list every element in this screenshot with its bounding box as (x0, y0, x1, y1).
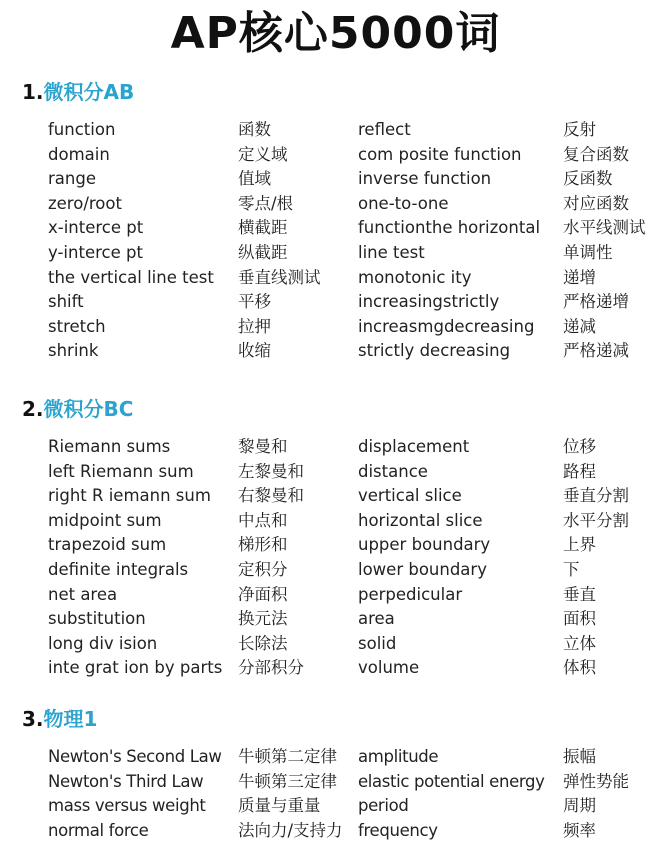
term-english: left Riemann sum (48, 461, 194, 481)
term-chinese: 路程 (563, 461, 596, 481)
term-chinese: 反射 (563, 120, 596, 139)
term-english: Newton's Third Law (48, 771, 204, 791)
term-chinese: 牛顿第三定律 (238, 771, 337, 791)
section-name: 微积分AB (43, 80, 135, 104)
term-chinese: 弹性势能 (563, 771, 629, 791)
vocab-list-physics-1 (0, 745, 671, 843)
vocab-row (0, 770, 671, 795)
term-chinese: 位移 (563, 437, 596, 456)
term-chinese: 牛顿第二定律 (238, 747, 337, 766)
term-english: function (48, 120, 116, 139)
term-chinese: 垂直 (563, 584, 596, 604)
term-english: stretch (48, 316, 106, 336)
term-chinese: 立体 (563, 633, 596, 653)
term-english: shrink (48, 341, 99, 361)
vocab-row (0, 460, 671, 485)
term-english: shift (48, 292, 84, 312)
page-title: AP核心5000词 (170, 8, 501, 59)
term-chinese: 长除法 (238, 633, 288, 653)
term-chinese: 函数 (238, 120, 271, 139)
vocab-row (0, 266, 671, 291)
term-chinese: 拉押 (238, 316, 271, 336)
term-english: inverse function (358, 169, 492, 189)
section-heading-calculus-bc (22, 396, 133, 422)
vocab-row (0, 794, 671, 819)
section-number: 2. (22, 397, 44, 421)
term-english: right R iemann sum (48, 486, 211, 506)
term-english: y-interce pt (48, 242, 143, 262)
term-english: normal force (48, 820, 149, 840)
term-english: definite integrals (48, 559, 189, 579)
section-number: 1. (22, 80, 44, 104)
term-chinese: 右黎曼和 (238, 486, 304, 506)
term-chinese: 定义域 (238, 144, 288, 164)
term-english: range (48, 169, 96, 189)
term-english: upper boundary (358, 535, 491, 555)
term-chinese: 零点/根 (238, 193, 294, 213)
term-chinese: 复合函数 (563, 144, 629, 164)
term-chinese: 递减 (563, 316, 596, 336)
vocab-list-calculus-ab (0, 118, 671, 364)
term-chinese: 质量与重量 (238, 796, 321, 816)
section-name: 微积分BC (43, 397, 134, 421)
term-chinese: 垂直线测试 (238, 267, 321, 287)
vocab-row (0, 632, 671, 657)
term-chinese: 水平分割 (563, 510, 629, 530)
term-chinese: 收缩 (238, 341, 271, 361)
section-number: 3. (22, 707, 44, 731)
term-chinese: 值域 (238, 169, 271, 189)
vocab-row (0, 339, 671, 364)
vocab-row (0, 583, 671, 608)
term-english: trapezoid sum (48, 535, 167, 555)
term-english: vertical slice (358, 486, 462, 506)
vocab-row (0, 484, 671, 509)
term-chinese: 分部积分 (238, 658, 304, 678)
term-chinese: 反函数 (563, 169, 613, 189)
term-english: midpoint sum (48, 510, 162, 530)
term-chinese: 上界 (563, 535, 596, 555)
term-english: increasmgdecreasing (358, 316, 535, 336)
term-chinese: 水平线测试 (563, 218, 646, 238)
term-english: lower boundary (358, 559, 487, 579)
term-chinese: 递增 (563, 267, 596, 287)
term-chinese: 纵截距 (238, 242, 288, 262)
vocab-row (0, 745, 671, 770)
term-chinese: 严格递减 (563, 341, 629, 361)
term-chinese: 平移 (238, 292, 271, 312)
term-english: frequency (358, 820, 438, 840)
term-chinese: 净面积 (238, 584, 288, 604)
term-english: elastic potential energy (358, 771, 545, 791)
vocab-row (0, 435, 671, 460)
vocab-row (0, 509, 671, 534)
term-english: x-interce pt (48, 218, 144, 238)
term-english: Newton's Second Law (48, 747, 222, 766)
term-chinese: 梯形和 (238, 535, 288, 555)
term-chinese: 严格递增 (563, 292, 629, 312)
term-english: zero/root (48, 193, 122, 213)
term-chinese: 周期 (563, 796, 596, 816)
term-english: period (358, 796, 409, 816)
term-chinese: 垂直分割 (563, 486, 629, 506)
vocab-row (0, 118, 671, 143)
term-english: amplitude (358, 747, 439, 766)
term-english: perpedicular (358, 584, 463, 604)
vocab-row (0, 192, 671, 217)
vocab-row (0, 241, 671, 266)
vocab-row (0, 167, 671, 192)
term-chinese: 单调性 (563, 242, 613, 262)
term-english: distance (358, 461, 428, 481)
term-chinese: 左黎曼和 (238, 461, 304, 481)
section-heading-calculus-ab (22, 79, 134, 105)
term-english: functionthe horizontal (358, 218, 541, 238)
vocab-row (0, 290, 671, 315)
term-english: reflect (358, 120, 411, 139)
term-chinese: 法向力/支持力 (238, 820, 343, 840)
term-english: strictly decreasing (358, 341, 511, 361)
term-english: area (358, 609, 395, 629)
term-english: domain (48, 144, 110, 164)
term-english: increasingstrictly (358, 292, 500, 312)
vocab-row (0, 607, 671, 632)
vocab-row (0, 558, 671, 583)
term-english: mass versus weight (48, 796, 206, 816)
term-chinese: 对应函数 (563, 193, 629, 213)
term-english: monotonic ity (358, 267, 472, 287)
term-chinese: 下 (563, 559, 580, 579)
term-english: long div ision (48, 633, 158, 653)
term-english: one-to-one (358, 193, 449, 213)
vocab-list-calculus-bc (0, 435, 671, 681)
term-english: line test (358, 242, 425, 262)
vocab-row (0, 143, 671, 168)
term-chinese: 黎曼和 (238, 437, 288, 456)
term-english: volume (358, 658, 420, 678)
vocab-row (0, 819, 671, 843)
term-chinese: 定积分 (238, 559, 288, 579)
vocab-row (0, 216, 671, 241)
term-english: horizontal slice (358, 510, 483, 530)
term-english: inte grat ion by parts (48, 658, 223, 678)
term-chinese: 振幅 (563, 747, 596, 766)
term-chinese: 体积 (563, 658, 596, 678)
term-chinese: 换元法 (238, 609, 288, 629)
term-chinese: 中点和 (238, 510, 288, 530)
term-chinese: 面积 (563, 609, 596, 629)
vocab-row (0, 533, 671, 558)
term-english: com posite function (358, 144, 522, 164)
term-english: the vertical line test (48, 267, 214, 287)
term-english: displacement (358, 437, 470, 456)
term-english: solid (358, 633, 397, 653)
vocab-row (0, 656, 671, 681)
vocab-row (0, 315, 671, 340)
term-english: Riemann sums (48, 437, 171, 456)
term-chinese: 横截距 (238, 218, 288, 238)
section-heading-physics-1 (22, 706, 97, 732)
section-name: 物理1 (43, 707, 98, 731)
term-english: substitution (48, 609, 146, 629)
term-chinese: 频率 (563, 820, 596, 840)
term-english: net area (48, 584, 118, 604)
